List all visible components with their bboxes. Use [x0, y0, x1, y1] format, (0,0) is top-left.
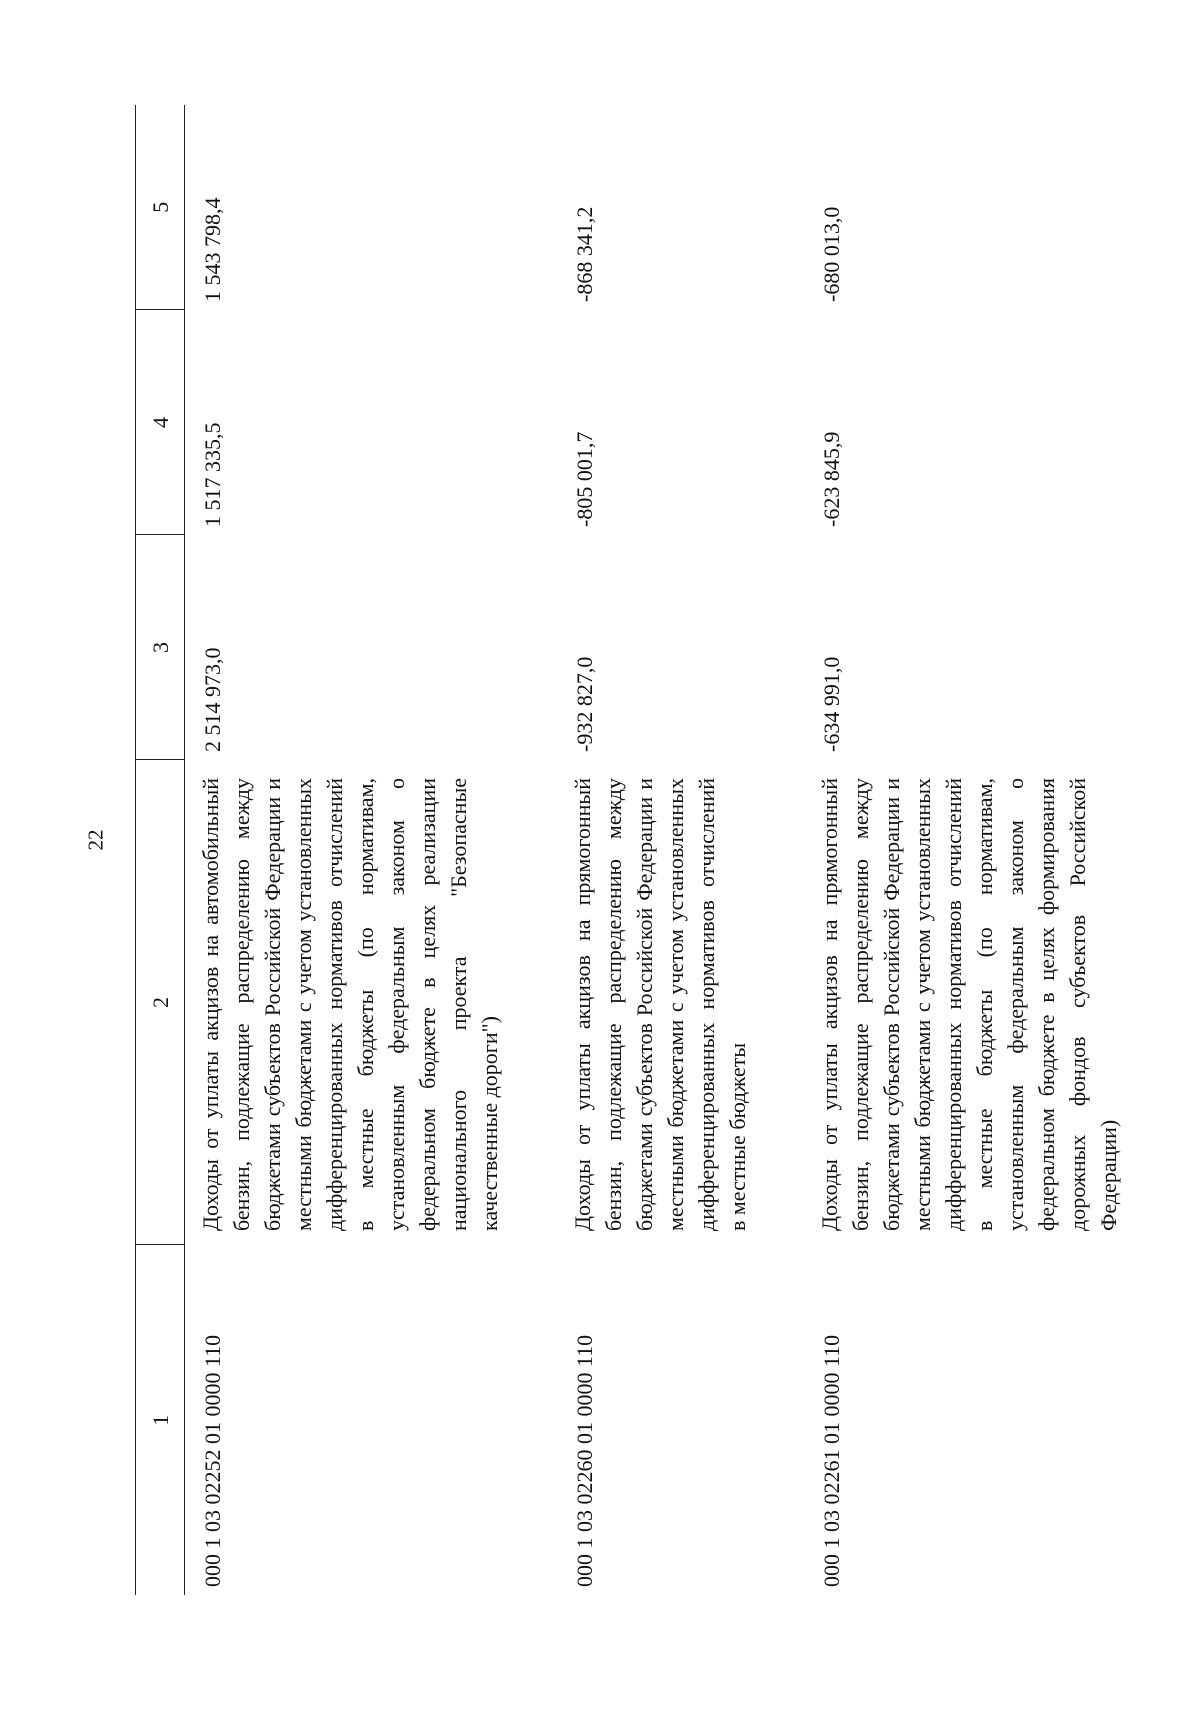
- income-name-cell: Доходы от уплаты акцизов на прямогонный бензин, подлежащие распределению между бюджетами субъектов Российской Федерации и местными бюджетами с учетом установленных дифференцированных нормативов отчислений в местные бюджеты: [570, 778, 750, 1231]
- table-row: [185, 105, 558, 1595]
- table-header: [136, 105, 185, 1595]
- table-row: [804, 105, 1136, 1595]
- table-row: [557, 105, 804, 1595]
- value-cell-col3: 2 514 973,0: [200, 647, 225, 752]
- value-cell-col4: -805 001,7: [572, 431, 597, 527]
- value-cell-col5: 1 543 798,4: [200, 197, 225, 302]
- budget-code-cell: 000 1 03 02260 01 0000 110: [572, 1334, 597, 1587]
- budget-code-cell: 000 1 03 02261 01 0000 110: [819, 1334, 844, 1587]
- value-cell-col5: -680 013,0: [819, 206, 844, 302]
- budget-table: [135, 105, 1136, 1595]
- column-header-3: 3: [136, 535, 185, 760]
- income-name-cell: Доходы от уплаты акцизов на автомобильный бензин, подлежащие распределению между бюджетами субъектов Российской Федерации и местными бюджетами с учетом установленных дифференцированных нормативов отчислений в местные бюджеты (по нормативам, установленным федеральным законом о федеральном бюджете в целях реализации национального проекта "Безопасные качественные дороги"): [198, 778, 502, 1231]
- rotated-table-container: [135, 105, 1125, 1595]
- value-cell-col4: -623 845,9: [819, 431, 844, 527]
- column-header-2: 2: [136, 760, 185, 1245]
- column-header-4: 4: [136, 310, 185, 535]
- value-cell-col3: -932 827,0: [572, 656, 597, 752]
- value-cell-col4: 1 517 335,5: [200, 422, 225, 527]
- value-cell-col3: -634 991,0: [819, 656, 844, 752]
- value-cell-col5: -868 341,2: [572, 206, 597, 302]
- income-name-cell: Доходы от уплаты акцизов на прямогонный бензин, подлежащие распределению между бюджетами субъектов Российской Федерации и местными бюджетами с учетом установленных дифференцированных нормативов отчислений в местные бюджеты (по нормативам, установленным федеральным законом о федеральном бюджете в целях формирования дорожных фондов субъектов Российской Федерации): [817, 778, 1121, 1231]
- column-header-1: 1: [136, 1245, 185, 1595]
- budget-code-cell: 000 1 03 02252 01 0000 110: [200, 1334, 225, 1587]
- page-number: 22: [83, 829, 108, 851]
- column-header-5: 5: [136, 105, 185, 310]
